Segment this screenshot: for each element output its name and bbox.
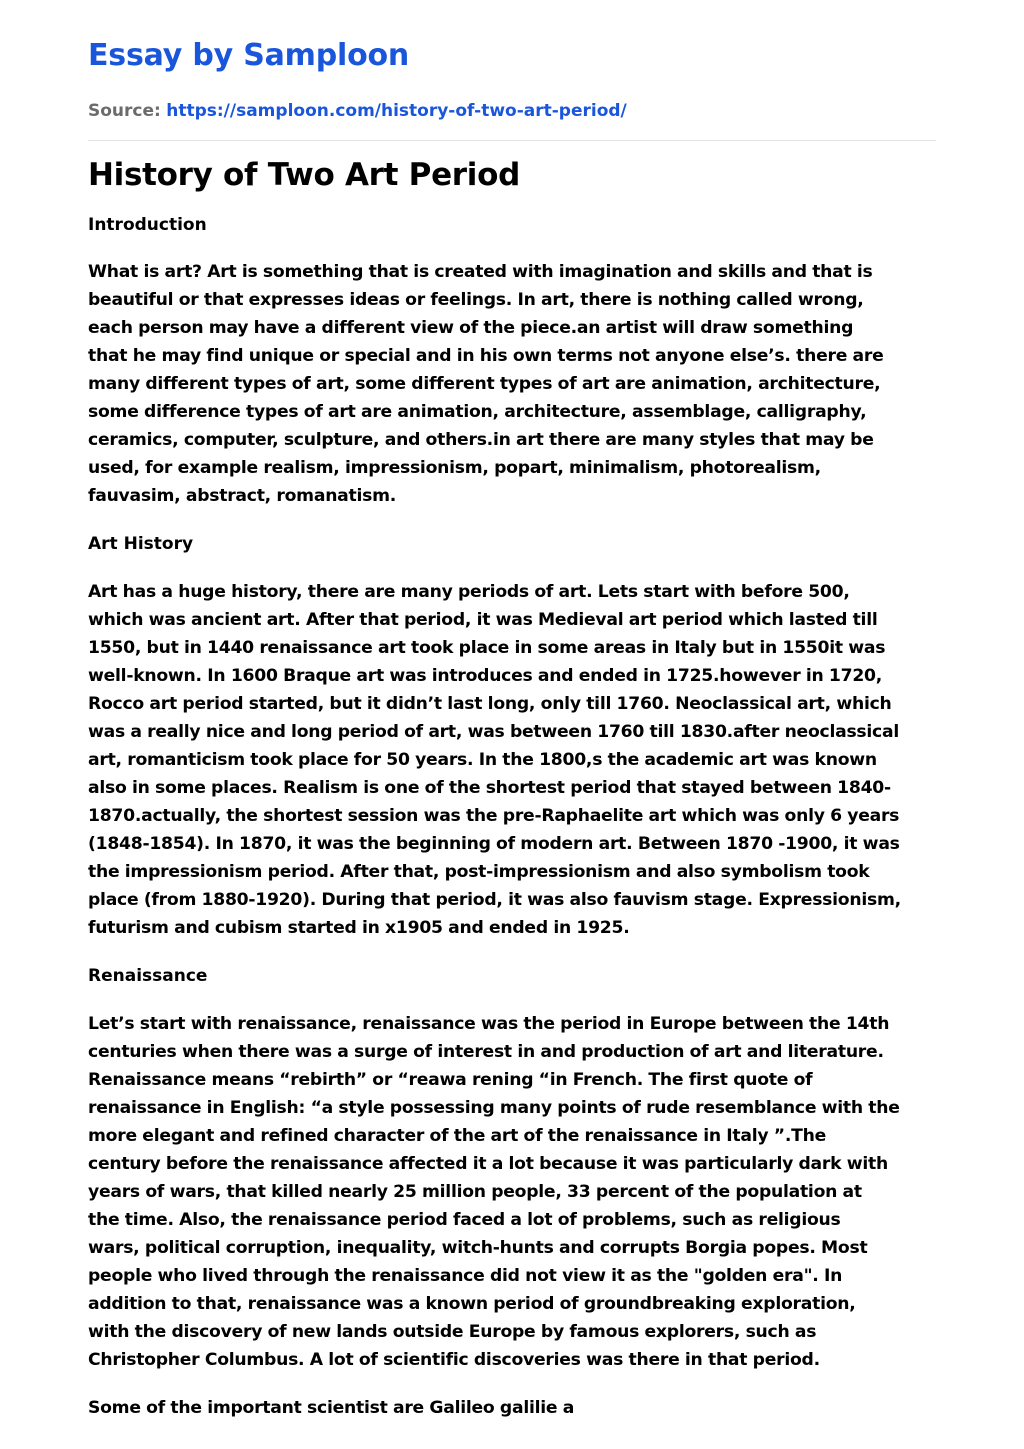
paragraph-line: also in some places. Realism is one of the shortest period that stayed between 1840- [88,778,891,798]
section-heading-renaissance: Renaissance [88,966,208,986]
paragraph-introduction [88,258,936,510]
paragraph-art-history [88,578,936,942]
paragraph-line: Renaissance means “rebirth” or “reawa rening “in French. The first quote of [88,1070,813,1090]
paragraph-line: Rocco art period started, but it didn’t last long, only till 1760. Neoclassical art, which [88,694,892,714]
paragraph-line: with the discovery of new lands outside Europe by famous explorers, such as [88,1322,817,1342]
essay-title: History of Two Art Period [88,157,521,193]
paragraph-line: the time. Also, the renaissance period faced a lot of problems, such as religious [88,1210,841,1230]
paragraph-line: many different types of art, some different types of art are animation, architecture, [88,374,881,394]
source-line [88,100,936,122]
paragraph-line: Christopher Columbus. A lot of scientific discoveries was there in that period. [88,1350,820,1370]
paragraph-line: renaissance in English: “a style possessing many points of rude resemblance with the [88,1098,900,1118]
paragraph-line: futurism and cubism started in x1905 and ended in 1925. [88,918,630,938]
paragraph-line: was a really nice and long period of art, was between 1760 till 1830.after neoclassical [88,722,899,742]
paragraph-line: (1848-1854). In 1870, it was the beginning of modern art. Between 1870 -1900, it was [88,834,900,854]
paragraph-line: 1870.actually, the shortest session was the pre-Raphaelite art which was only 6 years [88,806,900,826]
paragraph-line: Let’s start with renaissance, renaissance was the period in Europe between the 14th [88,1014,890,1034]
paragraph-line: beautiful or that expresses ideas or feelings. In art, there is nothing called wrong, [88,290,864,310]
paragraph-line: place (from 1880-1920). During that period, it was also fauvism stage. Expressionism, [88,890,901,910]
paragraph-line: century before the renaissance affected it a lot because it was particularly dark with [88,1154,888,1174]
brand-title: Essay by Samploon [88,38,410,73]
paragraph-line: the impressionism period. After that, post-impressionism and also symbolism took [88,862,870,882]
paragraph-line: ceramics, computer, sculpture, and others.in art there are many styles that may be [88,430,874,450]
paragraph-line: 1550, but in 1440 renaissance art took place in some areas in Italy but in 1550it was [88,638,886,658]
paragraph-line: centuries when there was a surge of interest in and production of art and literature. [88,1042,884,1062]
paragraph-line: fauvasim, abstract, romanatism. [88,486,397,506]
paragraph-line: that he may find unique or special and in his own terms not anyone else’s. there are [88,346,884,366]
paragraph-line: Some of the important scientist are Galileo galilie a [88,1398,575,1418]
paragraph-renaissance [88,1010,936,1374]
paragraph-trailing [88,1394,936,1422]
paragraph-line: addition to that, renaissance was a known period of groundbreaking exploration, [88,1294,856,1314]
divider [88,140,936,141]
paragraph-line: which was ancient art. After that period, it was Medieval art period which lasted till [88,610,878,630]
paragraph-line: What is art? Art is something that is created with imagination and skills and that is [88,262,873,282]
paragraph-line: used, for example realism, impressionism, popart, minimalism, photorealism, [88,458,821,478]
paragraph-line: years of wars, that killed nearly 25 million people, 33 percent of the population at [88,1182,862,1202]
source-link[interactable]: https://samploon.com/history-of-two-art-period/ [166,101,627,121]
essay-page [88,0,936,1422]
paragraph-line: people who lived through the renaissance did not view it as the "golden era". In [88,1266,843,1286]
paragraph-line: some difference types of art are animation, architecture, assemblage, calligraphy, [88,402,867,422]
paragraph-line: well-known. In 1600 Braque art was introduces and ended in 1725.however in 1720, [88,666,883,686]
paragraph-line: each person may have a different view of the piece.an artist will draw something [88,318,854,338]
paragraph-line: art, romanticism took place for 50 years. In the 1800,s the academic art was known [88,750,877,770]
paragraph-line: Art has a huge history, there are many periods of art. Lets start with before 500, [88,582,850,602]
paragraph-line: wars, political corruption, inequality, witch-hunts and corrupts Borgia popes. Most [88,1238,868,1258]
source-label: Source: [88,101,161,121]
section-heading-introduction: Introduction [88,215,207,235]
paragraph-line: more elegant and refined character of the art of the renaissance in Italy ”.The [88,1126,826,1146]
section-heading-art-history: Art History [88,534,194,554]
